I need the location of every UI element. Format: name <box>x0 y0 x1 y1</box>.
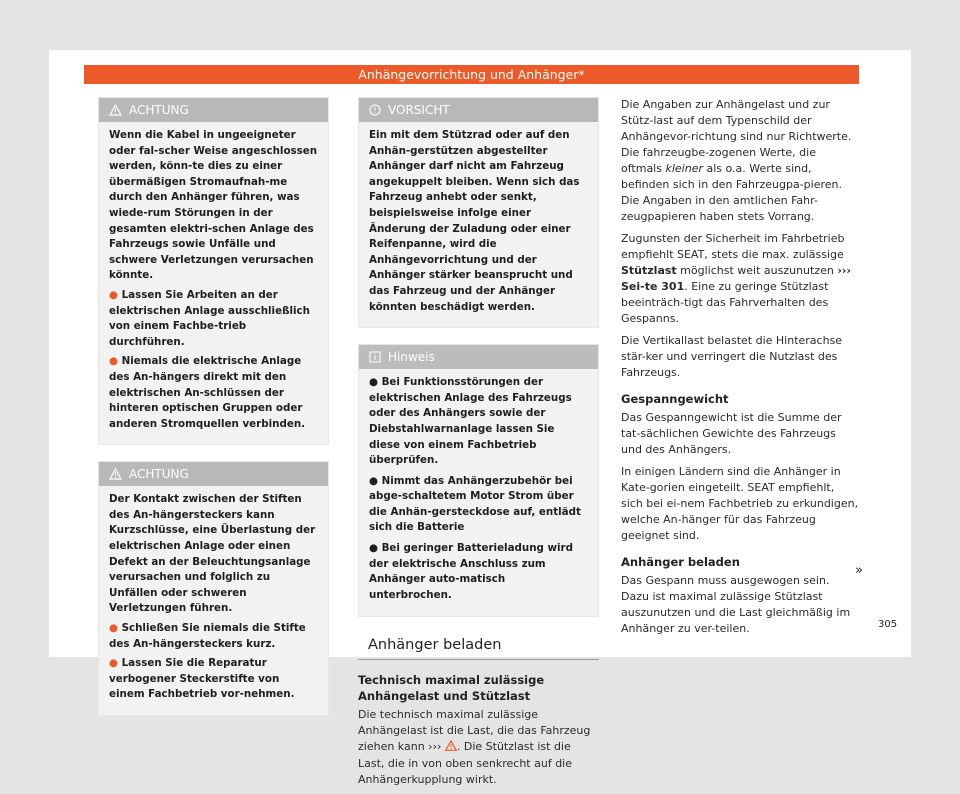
warning-box-header <box>99 98 328 122</box>
warning-item-text: Lassen Sie die Reparatur verbogener Steckerstifte von einem Fachbetrieb vor-nehmen. <box>109 657 295 701</box>
paragraph-stuetzlast <box>621 231 859 327</box>
bullet-icon: ● <box>109 288 122 301</box>
paragraph-gespann: Das Gespann muss ausgewogen sein. Dazu ist maximal zulässige Stützlast auszunutzen und die Last gleichmäßig im Anhänger zu ver-teilen. <box>621 574 851 635</box>
caution-box-header <box>359 98 598 122</box>
caution-box <box>358 97 599 328</box>
bullet-icon: ● <box>369 474 382 487</box>
note-item <box>369 541 588 603</box>
paragraph-text: . Eine zu geringe Stützlast beeinträch-tigt das Fahrverhalten des Gespanns. <box>621 280 829 325</box>
warning-intro: Der Kontakt zwischen der Stiften des An-hängersteckers kann Kurzschlüsse, eine Überlastung der elektrischen Anlage oder einen Defekt an der Beleuchtungsanlage verursachen und folglich zu Unfällen oder schweren Verletzungen führen. <box>109 493 316 615</box>
paragraph-gespanngewicht: Das Gespanngewicht ist die Summe der tat-sächlichen Gewichte des Fahrzeugs und des Anhängers. <box>621 411 842 456</box>
note-item-text: Bei Funktionsstörungen der elektrischen Anlage des Fahrzeugs oder des Anhängers sowie der Diebstahlwarnanlage lassen Sie diese von einem Fachbetrieb überprüfen. <box>369 376 572 467</box>
warning-box-title: ACHTUNG <box>129 467 189 482</box>
bullet-icon: ● <box>109 622 122 635</box>
caution-box-body <box>359 122 598 327</box>
column-right <box>621 97 859 643</box>
warning-triangle-icon <box>109 468 122 480</box>
paragraph-richtwerte <box>621 97 859 225</box>
subheading-anhaenger-beladen: Anhänger beladen <box>621 555 740 569</box>
note-box-body <box>359 369 598 616</box>
note-item-text: Bei geringer Batterieladung wird der elektrische Anschluss zum Anhänger auto-matisch unterbrochen. <box>369 542 574 601</box>
bullet-icon: ● <box>369 542 382 555</box>
warning-box-header <box>99 462 328 486</box>
note-item <box>369 375 588 469</box>
paragraph-text: Die technisch maximal zulässige Anhängelast ist die Last, die das Fahrzeug ziehen kann <box>358 708 591 754</box>
warning-item <box>109 621 318 652</box>
emphasis-text: kleiner <box>665 162 703 175</box>
caution-text: Ein mit dem Stützrad oder auf den Anhän-gerstützen abgestellter Anhänger darf nicht am Fahrzeug angekuppelt bleiben. Wenn sich das Fahrzeug anhebt oder senkt, beispielsweise infolge einer Änderung der Zuladung oder einer Reifenpanne, wird die Anhängevorrichtung und der Anhänger stärker beansprucht und das Fahrzeug und der Anhänger könnten beschädigt werden. <box>369 129 580 313</box>
warning-triangle-icon <box>109 104 122 116</box>
warning-item-text: Schließen Sie niemals die Stifte des An-hängersteckers kurz. <box>109 622 306 650</box>
note-item-text: Nimmt das Anhängerzubehör bei abge-schaltetem Motor Strom über die Anhän-gersteckdose auf, entlädt sich die Batterie <box>369 474 581 534</box>
warning-item <box>109 354 318 432</box>
page-header: Anhängevorrichtung und Anhänger* <box>84 65 859 84</box>
warning-box-body <box>99 486 328 715</box>
warning-item <box>109 288 318 350</box>
section-title: Anhänger beladen <box>358 633 599 660</box>
warning-box-2 <box>98 461 329 716</box>
paragraph-text: als o.a. Werte sind, befinden sich in den Fahrzeugpa-pieren. Die Angaben in den amtlichen Fahr-zeugpapieren haben stets Vorrang. <box>621 162 842 223</box>
bullet-icon: ● <box>109 355 122 368</box>
paragraph-vertikallast: Die Vertikallast belastet die Hinterachse stär-ker und verringert die Nutzlast des Fahrzeugs. <box>621 334 843 379</box>
cross-reference-link[interactable]: ››› Sei-te 301 <box>621 264 851 293</box>
info-circle-icon <box>369 104 381 116</box>
paragraph-text: möglichst weit auszunutzen <box>676 264 838 277</box>
subheading-anhaengelast: Technisch maximal zulässige Anhängelast und Stützlast <box>358 673 545 704</box>
paragraph-text: Zugunsten der Sicherheit im Fahrbetrieb empfiehlt SEAT, stets die max. zulässige <box>621 232 845 261</box>
note-box-title: Hinweis <box>388 350 435 365</box>
warning-item <box>109 656 318 703</box>
note-info-icon <box>369 351 381 363</box>
warning-box-1 <box>98 97 329 445</box>
bullet-icon: ● <box>369 376 382 389</box>
bold-text: Stützlast <box>621 264 677 277</box>
note-item <box>369 474 588 536</box>
caution-box-title: VORSICHT <box>388 103 450 117</box>
continue-icon: » <box>855 563 863 578</box>
page-number: 305 <box>878 619 898 630</box>
warning-triangle-icon <box>445 740 457 756</box>
warning-item-text: Niemals die elektrische Anlage des An-hängers direkt mit den elektrischen An-schlüssen der hinteren optischen Gruppen oder anderen Stromquellen verbinden. <box>109 355 306 430</box>
paragraph-anhaengelast <box>358 707 599 788</box>
paragraph-kategorien: In einigen Ländern sind die Anhänger in Kate-gorien eingeteilt. SEAT empfiehlt, sich bei ei-nem Fachbetrieb zu erkundigen, welche An-hänger für das Fahrzeug geeignet sind. <box>621 465 859 542</box>
warning-box-body <box>99 122 328 444</box>
subheading-gespanngewicht: Gespanngewicht <box>621 392 729 406</box>
warning-item-text: Lassen Sie Arbeiten an der elektrischen Anlage ausschließlich von einem Fachbe-trieb durchführen. <box>109 288 310 348</box>
paragraph-text: Die Angaben zur Anhängelast und zur Stütz-last auf dem Typenschild der Anhängevor-richtung sind nur Richtwerte. Die fahrzeugbe-zogenen Werte, die oftmals <box>621 98 852 175</box>
paragraph-text: . Die Stützlast ist die Last, die in von oben senkrecht auf die Anhängerkupplung wirkt. <box>358 740 572 787</box>
column-left <box>98 97 329 730</box>
warning-box-title: ACHTUNG <box>129 103 189 117</box>
column-middle <box>358 97 599 794</box>
warning-intro: Wenn die Kabel in ungeeigneter oder fal-scher Weise angeschlossen werden, könn-te dies zu einer übermäßigen Stromaufnah-me durch den Anhänger führen, was wiede-rum Störungen in der gesamten elektri-schen Anlage des Fahrzeugs sowie Unfälle und schwere Verletzungen verursachen könnte. <box>109 129 318 282</box>
bullet-icon: ● <box>109 657 122 670</box>
cross-reference-link[interactable]: ››› <box>428 740 442 754</box>
note-box <box>358 344 599 617</box>
note-box-header <box>359 345 598 369</box>
